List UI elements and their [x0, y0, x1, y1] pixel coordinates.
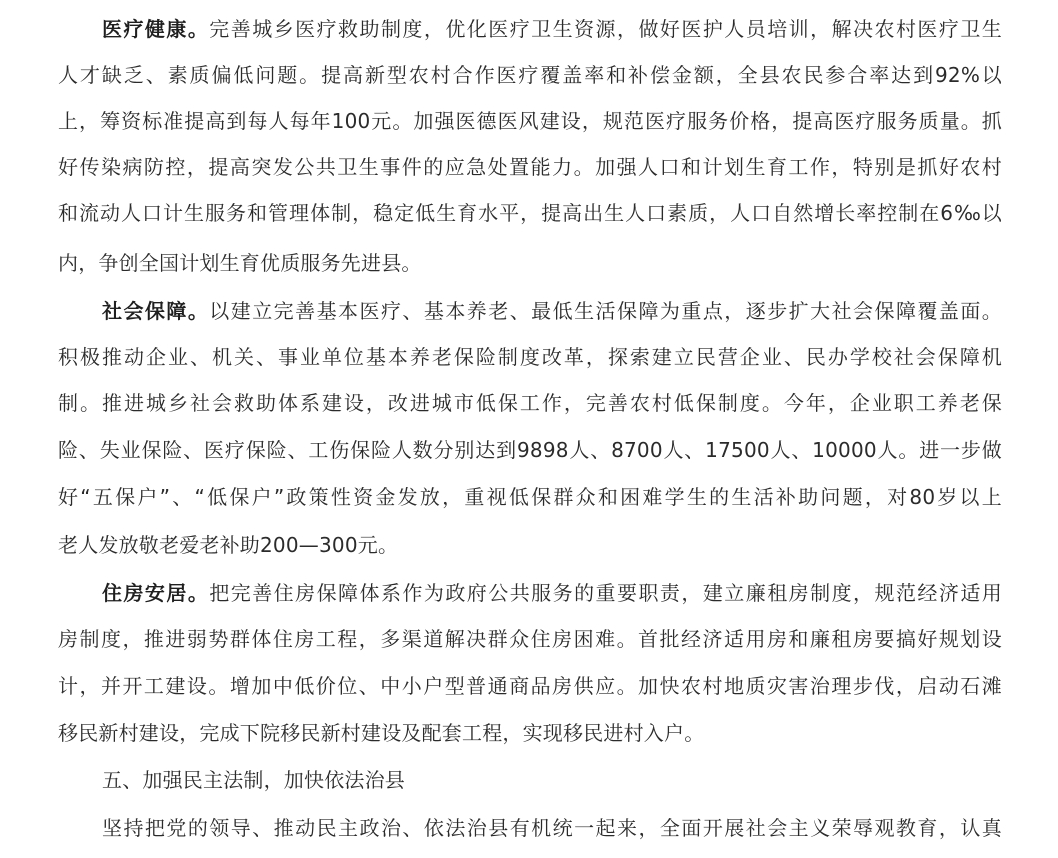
paragraph-medical-line-1 — [102, 6, 1002, 52]
paragraph-medical-line-6: 内，争创全国计划生育优质服务先进县。 — [58, 251, 422, 275]
paragraph-social-line-6: 老人发放敬老爱老补助200—300元。 — [58, 533, 399, 557]
paragraph-housing-line-2: 房制度，推进弱势群体住房工程，多渠道解决群众住房困难。首批经济适用房和廉租房要搞好规划设 — [58, 627, 1002, 651]
paragraph-social-line-1 — [102, 288, 1002, 334]
paragraph-lead-social: 社会保障。 — [102, 299, 210, 323]
text-line: 完善城乡医疗救助制度，优化医疗卫生资源，做好医护人员培训，解决农村医疗卫生 — [209, 17, 1002, 41]
paragraph-medical-line-5: 和流动人口计生服务和管理体制，稳定低生育水平，提高出生人口素质，人口自然增长率控制在6‰以 — [58, 201, 1002, 225]
paragraph-lead-housing: 住房安居。 — [102, 581, 210, 605]
paragraph-housing-line-3: 计，并开工建设。增加中低价位、中小户型普通商品房供应。加快农村地质灾害治理步伐，启动石滩 — [58, 674, 1002, 698]
text-line: 以建立完善基本医疗、基本养老、最低生活保障为重点，逐步扩大社会保障覆盖面。 — [209, 299, 1002, 323]
paragraph-social-line-2: 积极推动企业、机关、事业单位基本养老保险制度改革，探索建立民营企业、民办学校社会保障机 — [58, 345, 1002, 369]
paragraph-social-line-5: 好“五保户”、“低保户”政策性资金发放，重视低保群众和困难学生的生活补助问题，对80岁以上 — [58, 485, 1002, 509]
paragraph-social-line-4: 险、失业保险、医疗保险、工伤保险人数分别达到9898人、8700人、17500人、10000人。进一步做 — [58, 438, 1002, 462]
text-line: 把完善住房保障体系作为政府公共服务的重要职责，建立廉租房制度，规范经济适用 — [209, 581, 1002, 605]
paragraph-medical-line-2: 人才缺乏、素质偏低问题。提高新型农村合作医疗覆盖率和补偿金额，全县农民参合率达到92%以 — [58, 63, 1002, 87]
paragraph-lead-medical: 医疗健康。 — [102, 17, 210, 41]
section-heading: 五、加强民主法制，加快依法治县 — [102, 768, 405, 792]
paragraph-section5-line-1: 坚持把党的领导、推动民主政治、依法治县有机统一起来，全面开展社会主义荣辱观教育，认真 — [102, 816, 1002, 840]
paragraph-housing-line-4: 移民新村建设，完成下院移民新村建设及配套工程，实现移民进村入户。 — [58, 721, 705, 745]
paragraph-social-line-3: 制。推进城乡社会救助体系建设，改进城市低保工作，完善农村低保制度。今年，企业职工养老保 — [58, 391, 1002, 415]
paragraph-housing-line-1 — [102, 570, 1002, 616]
paragraph-medical-line-3: 上，筹资标准提高到每人每年100元。加强医德医风建设，规范医疗服务价格，提高医疗服务质量。抓 — [58, 109, 1002, 133]
paragraph-medical-line-4: 好传染病防控，提高突发公共卫生事件的应急处置能力。加强人口和计划生育工作，特别是抓好农村 — [58, 155, 1002, 179]
